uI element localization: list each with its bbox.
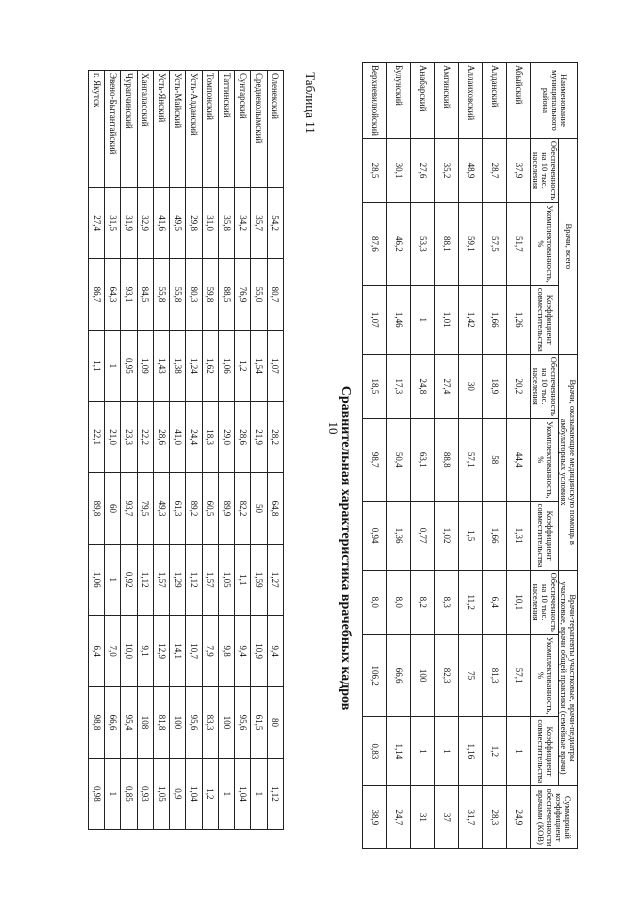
cadres-table — [362, 62, 578, 847]
value-cell: 28,6 — [235, 401, 251, 472]
value-cell: 35,8 — [219, 188, 235, 259]
subheader-staff: Укомплектованность, % — [531, 203, 559, 286]
value-cell: 29,8 — [186, 188, 202, 259]
value-cell: 83,3 — [202, 687, 218, 758]
value-cell: 38,9 — [363, 786, 387, 849]
value-cell: 0,9 — [170, 758, 186, 829]
value-cell: 29,0 — [219, 401, 235, 472]
value-cell: 1,05 — [219, 544, 235, 615]
value-cell: 8,0 — [363, 570, 387, 634]
value-cell: 48,9 — [459, 138, 483, 202]
value-cell: 22,2 — [137, 401, 153, 472]
value-cell: 80,3 — [186, 259, 202, 330]
district-name-cell: Оленекский — [267, 71, 283, 188]
value-cell: 81,8 — [154, 687, 170, 758]
table-row — [387, 63, 411, 849]
value-cell: 0,83 — [363, 717, 387, 786]
value-cell: 23,3 — [121, 401, 137, 472]
value-cell: 100 — [170, 687, 186, 758]
table-row — [363, 63, 387, 849]
value-cell: 24,8 — [411, 354, 435, 418]
value-cell: 44,4 — [507, 418, 531, 501]
value-cell: 28,5 — [363, 138, 387, 202]
value-cell: 54,2 — [267, 188, 283, 259]
value-cell: 27,6 — [411, 138, 435, 202]
district-name-cell: Чурапчинский — [121, 71, 137, 188]
value-cell: 1,2 — [483, 717, 507, 786]
value-cell: 37,9 — [507, 138, 531, 202]
value-cell: 1,1 — [235, 544, 251, 615]
continuation-table-grid — [88, 70, 284, 830]
value-cell: 88,5 — [219, 259, 235, 330]
value-cell: 9,4 — [235, 615, 251, 686]
subheader-coef: Коэффициент совместительства — [531, 285, 559, 354]
value-cell: 79,5 — [137, 473, 153, 544]
value-cell: 24,7 — [387, 786, 411, 849]
value-cell: 9,1 — [137, 615, 153, 686]
value-cell: 12,9 — [154, 615, 170, 686]
value-cell: 1,27 — [267, 544, 283, 615]
value-cell: 30 — [459, 354, 483, 418]
table-row — [186, 71, 202, 830]
value-cell: 14,1 — [170, 615, 186, 686]
value-cell: 27,4 — [435, 354, 459, 418]
value-cell: 108 — [137, 687, 153, 758]
value-cell: 1,12 — [267, 758, 283, 829]
value-cell: 0,95 — [121, 330, 137, 401]
value-cell: 20,2 — [507, 354, 531, 418]
value-cell: 1 — [435, 717, 459, 786]
table-row — [411, 63, 435, 849]
value-cell: 76,9 — [235, 259, 251, 330]
district-name-cell: Амгинский — [435, 63, 459, 139]
district-name-cell: Алданский — [483, 63, 507, 139]
value-cell: 31,7 — [459, 786, 483, 849]
value-cell: 41,0 — [170, 401, 186, 472]
value-cell: 41,6 — [154, 188, 170, 259]
value-cell: 66,6 — [105, 687, 121, 758]
value-cell: 1 — [411, 717, 435, 786]
value-cell: 31,9 — [121, 188, 137, 259]
value-cell: 1,46 — [387, 285, 411, 354]
table-row — [235, 71, 251, 830]
value-cell: 57,1 — [507, 634, 531, 717]
header-district-name: Наименование муниципального района — [531, 63, 578, 139]
value-cell: 1 — [219, 758, 235, 829]
value-cell: 1 — [411, 285, 435, 354]
value-cell: 27,4 — [89, 188, 105, 259]
value-cell: 95,6 — [186, 687, 202, 758]
value-cell: 51,7 — [507, 203, 531, 286]
document-title: Сравнительная характеристика врачебных кадров — [338, 385, 353, 711]
value-cell: 0,92 — [121, 544, 137, 615]
district-name-cell: Усть-Янский — [154, 71, 170, 188]
value-cell: 10,1 — [507, 570, 531, 634]
value-cell: 81,3 — [483, 634, 507, 717]
value-cell: 95,6 — [235, 687, 251, 758]
value-cell: 1,38 — [170, 330, 186, 401]
district-name-cell: Усть-Майский — [170, 71, 186, 188]
header-district-therapists: Врачи-терапевты участковые, врачи-педиатры участковые, врачи общей практики (семейные врачи) — [559, 570, 578, 786]
value-cell: 35,2 — [435, 138, 459, 202]
value-cell: 1,66 — [483, 501, 507, 570]
value-cell: 1,36 — [387, 501, 411, 570]
table-row — [267, 71, 283, 830]
page-number: 10 — [326, 421, 341, 435]
subheader-supply: Обеспеченность на 10 тыс. населения — [531, 138, 559, 202]
value-cell: 1,14 — [387, 717, 411, 786]
value-cell: 50,4 — [387, 418, 411, 501]
value-cell: 28,7 — [483, 138, 507, 202]
table-row — [121, 71, 137, 830]
district-name-cell: Усть-Алданский — [186, 71, 202, 188]
value-cell: 82,2 — [235, 473, 251, 544]
value-cell: 82,3 — [435, 634, 459, 717]
value-cell: 31 — [411, 786, 435, 849]
value-cell: 89,9 — [219, 473, 235, 544]
value-cell: 55,8 — [170, 259, 186, 330]
table-label: Таблица 11 — [303, 72, 318, 134]
subheader-staff: Укомплектованность, % — [531, 418, 559, 501]
value-cell: 75 — [459, 634, 483, 717]
value-cell: 1,04 — [235, 758, 251, 829]
value-cell: 1,59 — [251, 544, 267, 615]
value-cell: 0,77 — [411, 501, 435, 570]
value-cell: 95,4 — [121, 687, 137, 758]
value-cell: 6,4 — [89, 615, 105, 686]
value-cell: 1,12 — [137, 544, 153, 615]
value-cell: 28,3 — [483, 786, 507, 849]
value-cell: 8,2 — [411, 570, 435, 634]
subheader-supply: Обеспеченность на 10 тыс. населения — [531, 570, 559, 634]
value-cell: 66,6 — [387, 634, 411, 717]
value-cell: 1,26 — [507, 285, 531, 354]
value-cell: 89,2 — [186, 473, 202, 544]
value-cell: 11,2 — [459, 570, 483, 634]
cadres-table-grid — [362, 62, 578, 849]
table-row — [154, 71, 170, 830]
value-cell: 58 — [483, 418, 507, 501]
value-cell: 1,31 — [507, 501, 531, 570]
table-row — [170, 71, 186, 830]
district-name-cell: Аллаиховский — [459, 63, 483, 139]
subheader-coef: Коэффициент совместительства — [531, 501, 559, 570]
district-name-cell: Эвено-Бытантайский — [105, 71, 121, 188]
value-cell: 30,1 — [387, 138, 411, 202]
value-cell: 1,24 — [186, 330, 202, 401]
subheader-supply: Обеспеченность на 10 тыс. населения — [531, 354, 559, 418]
subheader-staff: Укомплектованность, % — [531, 634, 559, 717]
district-name-cell: Сунтарский — [235, 71, 251, 188]
value-cell: 1 — [507, 717, 531, 786]
value-cell: 93,1 — [121, 259, 137, 330]
value-cell: 80,7 — [267, 259, 283, 330]
table-row — [459, 63, 483, 849]
district-name-cell: Булунский — [387, 63, 411, 139]
value-cell: 98,8 — [89, 687, 105, 758]
header-outpatient-doctors: Врачи, оказывающие медицинскую помощь в амбулаторных условиях — [559, 354, 578, 570]
table-row — [435, 63, 459, 849]
value-cell: 1,5 — [459, 501, 483, 570]
value-cell: 9,4 — [267, 615, 283, 686]
value-cell: 24,4 — [186, 401, 202, 472]
value-cell: 1 — [105, 758, 121, 829]
value-cell: 0,94 — [363, 501, 387, 570]
value-cell: 80 — [267, 687, 283, 758]
value-cell: 1,01 — [435, 285, 459, 354]
value-cell: 89,8 — [89, 473, 105, 544]
value-cell: 63,1 — [411, 418, 435, 501]
value-cell: 1,2 — [235, 330, 251, 401]
value-cell: 7,0 — [105, 615, 121, 686]
value-cell: 64,8 — [267, 473, 283, 544]
district-name-cell: Абыйский — [507, 63, 531, 139]
value-cell: 61,5 — [251, 687, 267, 758]
value-cell: 57,5 — [483, 203, 507, 286]
value-cell: 1 — [105, 544, 121, 615]
value-cell: 1,42 — [459, 285, 483, 354]
value-cell: 1,04 — [186, 758, 202, 829]
value-cell: 1,62 — [202, 330, 218, 401]
value-cell: 1,1 — [89, 330, 105, 401]
value-cell: 60 — [105, 473, 121, 544]
value-cell: 46,2 — [387, 203, 411, 286]
value-cell: 106,2 — [363, 634, 387, 717]
district-name-cell: Томпонский — [202, 71, 218, 188]
value-cell: 84,5 — [137, 259, 153, 330]
value-cell: 49,5 — [170, 188, 186, 259]
value-cell: 86,7 — [89, 259, 105, 330]
value-cell: 88,1 — [435, 203, 459, 286]
value-cell: 100 — [219, 687, 235, 758]
value-cell: 1 — [105, 330, 121, 401]
value-cell: 10,7 — [186, 615, 202, 686]
value-cell: 21,0 — [105, 401, 121, 472]
table-row — [507, 63, 531, 849]
value-cell: 1,06 — [89, 544, 105, 615]
value-cell: 1,57 — [202, 544, 218, 615]
table-row — [105, 71, 121, 830]
value-cell: 55,0 — [251, 259, 267, 330]
value-cell: 1,07 — [267, 330, 283, 401]
value-cell: 1,43 — [154, 330, 170, 401]
value-cell: 9,8 — [219, 615, 235, 686]
value-cell: 93,7 — [121, 473, 137, 544]
value-cell: 1,12 — [186, 544, 202, 615]
value-cell: 88,8 — [435, 418, 459, 501]
value-cell: 0,98 — [89, 758, 105, 829]
value-cell: 31,0 — [202, 188, 218, 259]
table-row — [483, 63, 507, 849]
value-cell: 61,3 — [170, 473, 186, 544]
value-cell: 8,0 — [387, 570, 411, 634]
header-all-doctors: Врачи, всего — [559, 138, 578, 354]
value-cell: 37 — [435, 786, 459, 849]
value-cell: 0,93 — [137, 758, 153, 829]
value-cell: 50 — [251, 473, 267, 544]
district-name-cell: Анабарский — [411, 63, 435, 139]
value-cell: 59,1 — [459, 203, 483, 286]
value-cell: 59,8 — [202, 259, 218, 330]
table-row — [89, 71, 105, 830]
value-cell: 18,3 — [202, 401, 218, 472]
value-cell: 98,7 — [363, 418, 387, 501]
value-cell: 55,8 — [154, 259, 170, 330]
value-cell: 10,0 — [121, 615, 137, 686]
value-cell: 57,1 — [459, 418, 483, 501]
value-cell: 100 — [411, 634, 435, 717]
value-cell: 18,9 — [483, 354, 507, 418]
value-cell: 1,02 — [435, 501, 459, 570]
value-cell: 7,9 — [202, 615, 218, 686]
district-name-cell: г. Якутск — [89, 71, 105, 188]
value-cell: 28,2 — [267, 401, 283, 472]
value-cell: 64,3 — [105, 259, 121, 330]
value-cell: 1,29 — [170, 544, 186, 615]
table-row — [219, 71, 235, 830]
value-cell: 18,5 — [363, 354, 387, 418]
value-cell: 1,09 — [137, 330, 153, 401]
value-cell: 35,7 — [251, 188, 267, 259]
value-cell: 0,85 — [121, 758, 137, 829]
value-cell: 31,5 — [105, 188, 121, 259]
value-cell: 28,6 — [154, 401, 170, 472]
value-cell: 22,1 — [89, 401, 105, 472]
value-cell: 1 — [251, 758, 267, 829]
district-name-cell: Таттинский — [219, 71, 235, 188]
value-cell: 34,2 — [235, 188, 251, 259]
value-cell: 17,3 — [387, 354, 411, 418]
value-cell: 1,05 — [154, 758, 170, 829]
table-row — [251, 71, 267, 830]
value-cell: 6,4 — [483, 570, 507, 634]
value-cell: 1,54 — [251, 330, 267, 401]
district-name-cell: Хангаласский — [137, 71, 153, 188]
value-cell: 1,66 — [483, 285, 507, 354]
district-name-cell: Среднеколымский — [251, 71, 267, 188]
district-name-cell: Верхневилюйский — [363, 63, 387, 139]
value-cell: 1,07 — [363, 285, 387, 354]
value-cell: 24,9 — [507, 786, 531, 849]
value-cell: 21,9 — [251, 401, 267, 472]
value-cell: 1,2 — [202, 758, 218, 829]
value-cell: 32,9 — [137, 188, 153, 259]
table-row — [202, 71, 218, 830]
value-cell: 49,3 — [154, 473, 170, 544]
value-cell: 1,06 — [219, 330, 235, 401]
value-cell: 60,5 — [202, 473, 218, 544]
continuation-table — [88, 70, 284, 830]
table-row — [137, 71, 153, 830]
value-cell: 1,57 — [154, 544, 170, 615]
value-cell: 10,9 — [251, 615, 267, 686]
value-cell: 53,3 — [411, 203, 435, 286]
header-kov: Суммарный коэффициент обеспеченности врачами (КОВ) — [531, 786, 578, 849]
subheader-coef: Коэффициент совместительства — [531, 717, 559, 786]
value-cell: 8,3 — [435, 570, 459, 634]
value-cell: 87,6 — [363, 203, 387, 286]
value-cell: 1,16 — [459, 717, 483, 786]
